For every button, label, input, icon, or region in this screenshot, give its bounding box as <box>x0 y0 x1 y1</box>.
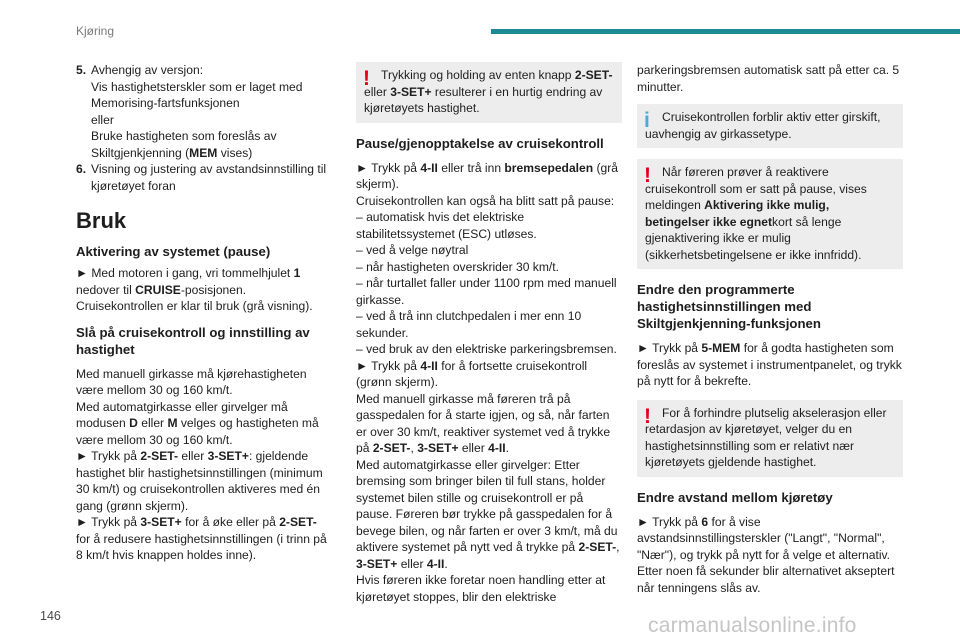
list-dash-item: – ved bruk av den elektriske parkeringsbremsen. <box>356 342 617 356</box>
section-header: Kjøring <box>76 24 115 38</box>
warning-icon: ! <box>363 67 370 90</box>
column-2 <box>356 62 622 605</box>
paragraph: Cruisekontrollen kan også ha blitt satt på pause: <box>356 193 615 208</box>
item-text: Bruke hastigheten som foreslås av Skiltgjenkjenning ( <box>91 129 277 160</box>
item-text: Avhengig av versjon: <box>91 63 204 77</box>
list-number: 6. <box>76 162 87 176</box>
subheading: Pause/gjenopptakelse av cruisekontroll <box>356 135 604 151</box>
paragraph: Med automatgirkasse eller girvelger: Etter bremsing som bringer bilen til full stans, holder systemet bilen stille og cruisekontroll er på pause. Føreren bør trykke på gasspedalen for å bevege bilen, og når farten er over 3 km/t, må du aktivere systemet på nytt ved å trykke på 2-SET-, 3-SET+ eller 4-II. <box>356 457 620 571</box>
warning-note <box>637 159 903 269</box>
paragraph: ► Trykk på 3-SET+ for å øke eller på 2-SET- for å redusere hastighetsinnstillingen (i trinn på 8 km/t hvis knappen holdes inne). <box>76 515 327 562</box>
subheading: Aktivering av systemet (pause) <box>76 244 271 259</box>
button-ref: MEM <box>189 145 218 160</box>
info-note <box>637 104 903 148</box>
header-accent-bar <box>491 29 960 34</box>
paragraph: ► Trykk på 6 for å vise avstandsinnstillingsterskler ("Langt", "Normal", "Nær"), og trykk på nytt for å velge et alternativ. Etter noen få sekunder blir alternativet akseptert når tenningens slås av. <box>637 514 895 595</box>
section-heading: Bruk <box>76 208 127 233</box>
note-text: For å forhindre plutselig akselerasjon eller retardasjon av kjøretøyet, velger du en hastighetsinnstilling som er relativt nær kjøretøyets gjeldende hastighet. <box>645 405 887 469</box>
list-item-body <box>91 62 328 161</box>
item-text: Vis hastighetsterskler som er laget med Memorising-fartsfunksjonen <box>91 79 303 110</box>
paragraph: Med automatgirkasse eller girvelger må modusen D eller M velges og hastigheten må være mellom 30 og 160 km/t. <box>76 399 319 447</box>
paragraph: Hvis føreren ikke foretar noen handling etter at kjøretøyet stoppes, blir den elektriske <box>356 573 606 604</box>
warning-icon: ! <box>644 404 651 428</box>
subheading: Endre den programmerte hastighetsinnstillingen med Skiltgjenkjenning-funksjonen <box>637 282 821 331</box>
subheading: Endre avstand mellom kjøretøy <box>637 489 833 505</box>
paragraph: ► Med motoren i gang, vri tommelhjulet 1 nedover til CRUISE-posisjonen. Cruisekontrollen er klar til bruk (grå visning). <box>76 266 313 313</box>
list-dash-item: – ved å trå inn clutchpedalen i mer enn 10 sekunder. <box>356 309 582 340</box>
list-item-6 <box>76 161 328 194</box>
list-dash-item: – når hastigheten overskrider 30 km/t. <box>356 259 560 274</box>
warning-icon: ! <box>644 164 651 187</box>
list-number: 5. <box>76 63 87 77</box>
paragraph: ► Trykk på 2-SET- eller 3-SET+: gjeldende hastighet blir hastighetsinnstillingen (minimum 30 km/t) og cruisekontrollen aktiveres med én gang (grønn skjerm). <box>76 449 323 513</box>
column-1 <box>76 62 328 564</box>
list-item-body: Visning og justering av avstandsinnstilling til kjøretøyet foran <box>91 162 327 193</box>
paragraph: ► Trykk på 5-MEM for å godta hastigheten som foreslås av systemet i instrumentpanelet, og trykk på nytt for å bekrefte. <box>637 341 902 388</box>
warning-note <box>356 62 622 123</box>
note-text: Cruisekontrollen forblir aktiv etter girskift, uavhengig av girkassetype. <box>645 110 881 141</box>
subheading: Slå på cruisekontroll og innstilling av hastighet <box>76 324 310 357</box>
info-icon: i <box>644 109 650 132</box>
list-dash-item: – når turtallet faller under 1100 rpm med manuell girkasse. <box>356 276 617 307</box>
page-number: 146 <box>40 609 61 623</box>
list-item-5 <box>76 62 328 161</box>
column-3 <box>637 62 903 596</box>
list-dash-item: – automatisk hvis det elektriske stabilitetssystemet (ESC) utløses. <box>356 210 537 241</box>
paragraph: Med manuell girkasse må føreren trå på gasspedalen for å starte igjen, og så, når farten er over 30 km/t, reaktiver systemet ved å trykke på 2-SET-, 3-SET+ eller 4-II. <box>356 391 611 455</box>
list-dash-item: – ved å velge nøytral <box>356 243 469 257</box>
item-text: eller <box>91 112 114 127</box>
warning-note <box>637 400 903 477</box>
paragraph: ► Trykk på 4-II eller trå inn bremsepedalen (grå skjerm). <box>356 160 619 191</box>
item-text: vises) <box>217 145 253 160</box>
paragraph: parkeringsbremsen automatisk satt på etter ca. 5 minutter. <box>637 63 900 94</box>
watermark: carmanualsonline.info <box>648 614 857 637</box>
note-text: Når føreren prøver å reaktivere cruisekontroll som er satt på pause, vises meldingen Aktivering ikke mulig, betingelser ikke egnetkort så lenge gjenaktivering ikke er mulig (sikkerhetsbetingelsene er ikke innfridd). <box>645 165 867 262</box>
paragraph: Med manuell girkasse må kjørehastigheten være mellom 30 og 160 km/t. <box>76 366 307 397</box>
note-text: Trykking og holding av enten knapp 2-SET- eller 3-SET+ resulterer i en hurtig endring av kjøretøyets hastighet. <box>364 68 613 115</box>
paragraph: ► Trykk på 4-II for å fortsette cruisekontroll (grønn skjerm). <box>356 358 588 389</box>
